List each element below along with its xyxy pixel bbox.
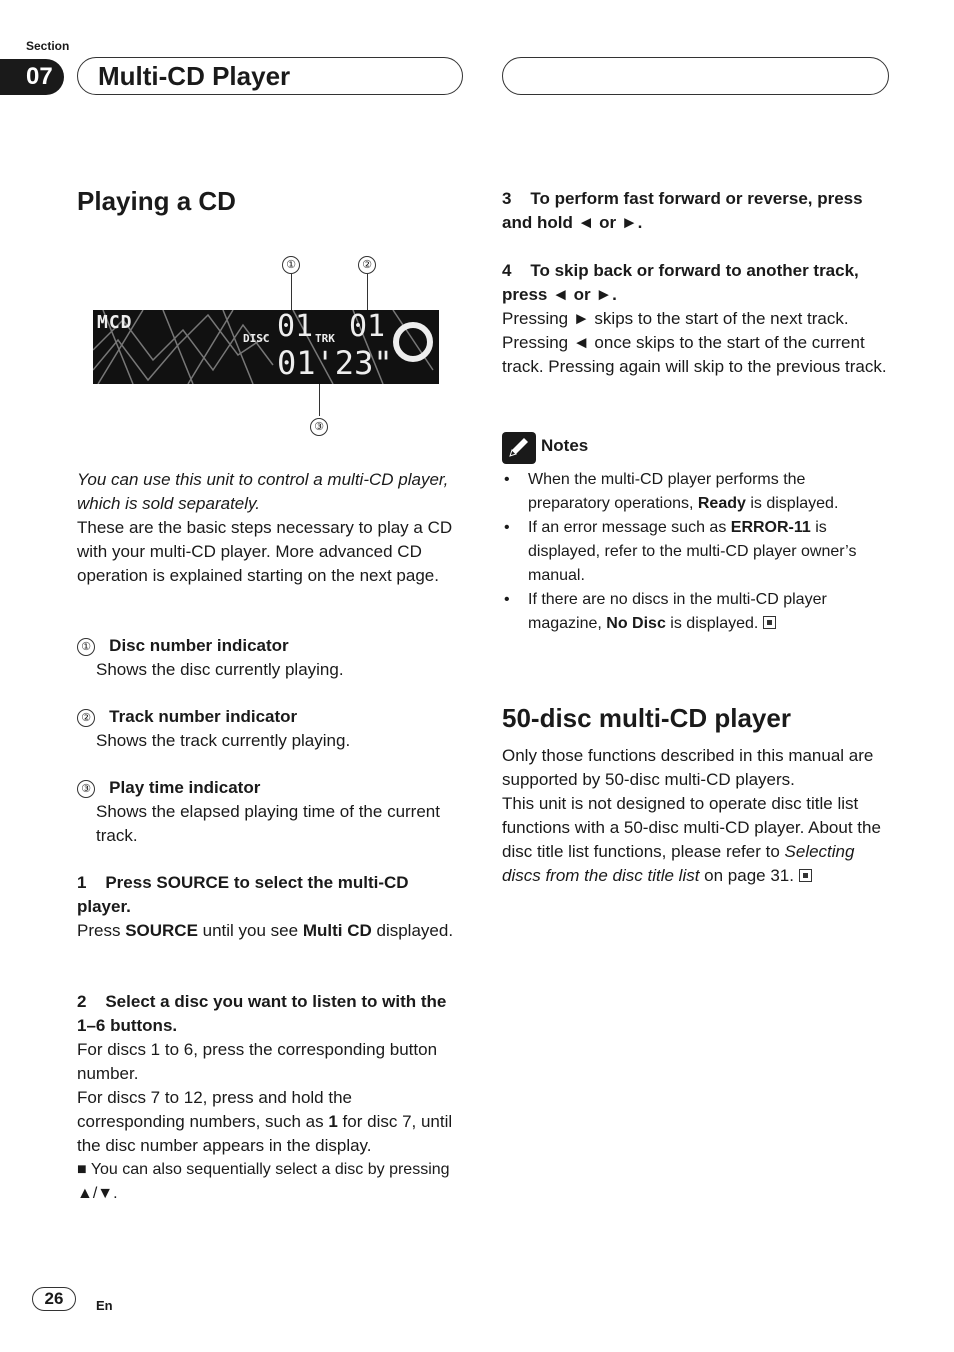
indicator-2-desc: Shows the track currently playing. [96,731,351,750]
notes-list [502,468,890,636]
lcd-trk-value: 01 [349,310,386,344]
indicator-1 [77,634,460,682]
display-figure [92,252,442,442]
intro-text [77,468,460,588]
fifty-disc-para-2: This unit is not designed to operate disc title list functions with a 50-disc multi-CD player. About the disc title list functions, please refer to Selecting discs from the disc title list on page 31. [502,794,881,885]
intro-body: These are the basic steps necessary to play a CD with your multi-CD player. More advanced CD operation is explained starting on the next page. [77,518,453,585]
note-item-1: • When the multi-CD player performs the preparatory operations, Ready is displayed. [502,468,890,516]
step-2-title: 2 Select a disc you want to listen to with the 1–6 buttons. [77,992,452,1035]
lcd-disc-icon [393,322,433,362]
indicator-1-title: Disc number indicator [109,636,289,655]
callout-2-line [367,274,368,314]
indicator-2-num: ② [77,709,95,727]
lcd-disc-value: 01 [277,310,314,344]
indicator-3-num: ③ [77,780,95,798]
lcd-mode-text: MCD [97,312,133,333]
section-number: 07 [0,59,64,95]
fifty-disc-text [502,744,888,888]
step-3-title: 3 To perform fast forward or reverse, press and hold ◄ or ►. [502,189,868,232]
step-2-note: ■ You can also sequentially select a disc by pressing ▲/▼. [77,1161,450,1202]
indicator-2 [77,705,460,753]
chapter-title: Multi-CD Player [98,61,291,91]
notes-pencil-icon [502,432,536,464]
heading-50-disc: 50-disc multi-CD player [502,703,791,733]
note-item-3: • If there are no discs in the multi-CD player magazine, No Disc is displayed. [502,588,890,636]
heading-playing-cd: Playing a CD [77,186,236,216]
step-2-text-2: For discs 7 to 12, press and hold the corresponding numbers, such as 1 for disc 7, until the disc number appears in the display. [77,1088,453,1155]
step-4-title: 4 To skip back or forward to another track, press ◄ or ►. [502,261,864,304]
section-label: Section [26,39,70,53]
notes-heading: Notes [541,436,589,455]
language-label: En [96,1298,113,1313]
step-3 [502,187,888,235]
indicator-1-num: ① [77,638,95,656]
indicator-1-desc: Shows the disc currently playing. [96,660,344,679]
lcd-trk-label: TRK [315,332,335,345]
chapter-title-box [77,57,463,95]
end-mark-icon [799,869,812,882]
intro-italic: You can use this unit to control a multi-CD player, which is sold separately. [77,470,449,513]
indicator-3-desc: Shows the elapsed playing time of the current track. [96,802,440,845]
step-1-text: Press SOURCE until you see Multi CD displayed. [77,921,454,940]
step-1-title: 1 Press SOURCE to select the multi-CD player. [77,873,414,916]
lcd-time-value: 01'23" [277,344,393,382]
indicator-2-title: Track number indicator [109,707,298,726]
indicator-3-title: Play time indicator [109,778,261,797]
callout-3: ③ [310,418,328,436]
callout-2: ② [358,256,376,274]
step-1 [77,871,460,943]
note-item-2: • If an error message such as ERROR-11 is displayed, refer to the multi-CD player owner’s manual. [502,516,890,588]
end-mark-icon [763,616,776,629]
blank-header-box [502,57,889,95]
step-4-text: Pressing ► skips to the start of the next track. Pressing ◄ once skips to the start of the current track. Pressing again will skip to the previous track. [502,309,887,376]
callout-1: ① [282,256,300,274]
step-2 [77,990,460,1206]
step-2-text-1: For discs 1 to 6, press the corresponding button number. [77,1040,438,1083]
lcd-disc-label: DISC [243,332,270,345]
fifty-disc-para-1: Only those functions described in this manual are supported by 50-disc multi-CD players. [502,746,874,789]
callout-1-line [291,274,292,314]
lcd-display [93,310,439,384]
callout-3-line [319,384,320,416]
step-4 [502,259,888,379]
indicator-3 [77,776,460,848]
page-number: 26 [32,1287,76,1311]
